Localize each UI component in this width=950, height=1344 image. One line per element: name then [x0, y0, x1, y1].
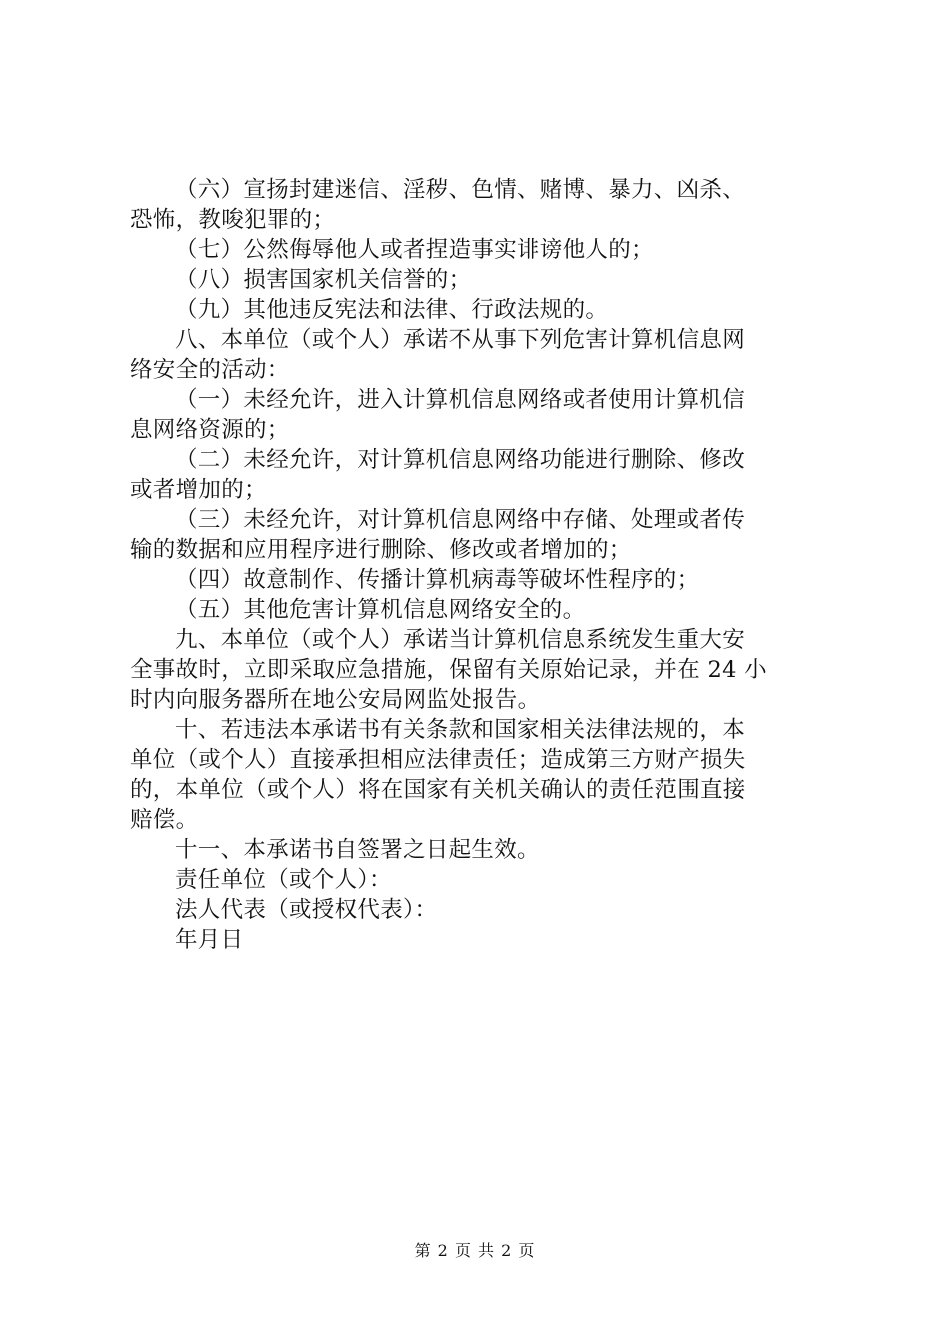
text-line: 络安全的活动： [130, 357, 290, 383]
text-line: （九）其他违反宪法和法律、行政法规的。 [175, 297, 609, 323]
text-line: （七）公然侮辱他人或者捏造事实诽谤他人的； [175, 237, 654, 263]
text-line: 赔偿。 [130, 807, 199, 833]
text-line: 十、若违法本承诺书有关条款和国家相关法律法规的，本 [175, 717, 746, 743]
text-line: 九、本单位（或个人）承诺当计算机信息系统发生重大安 [175, 627, 746, 653]
text-line: 年月日 [175, 927, 244, 953]
text-line: （二）未经允许，对计算机信息网络功能进行删除、修改 [175, 447, 746, 473]
text-line: 或者增加的； [130, 477, 267, 503]
text-line: 输的数据和应用程序进行删除、修改或者增加的； [130, 537, 632, 563]
page-footer: 第 2 页 共 2 页 [414, 1241, 536, 1260]
text-line: 时内向服务器所在地公安局网监处报告。 [130, 687, 541, 713]
text-line: 息网络资源的； [130, 417, 290, 443]
text-line: 八、本单位（或个人）承诺不从事下列危害计算机信息网 [175, 327, 746, 353]
text-line: 恐怖，教唆犯罪的； [130, 207, 336, 233]
text-line: 法人代表（或授权代表）： [175, 897, 438, 923]
text-line: （六）宣扬封建迷信、淫秽、色情、赌博、暴力、凶杀、 [175, 177, 746, 203]
text-line: 十一、本承诺书自签署之日起生效。 [175, 837, 540, 863]
document-body [130, 175, 830, 955]
text-line: 责任单位（或个人）： [175, 867, 392, 893]
text-line: （八）损害国家机关信誉的； [175, 267, 472, 293]
text-line: （一）未经允许，进入计算机信息网络或者使用计算机信 [175, 387, 746, 413]
text-line: （三）未经允许，对计算机信息网络中存储、处理或者传 [175, 507, 746, 533]
text-line: （四）故意制作、传播计算机病毒等破坏性程序的； [175, 567, 700, 593]
text-line: 单位（或个人）直接承担相应法律责任；造成第三方财产损失 [130, 747, 746, 773]
text-line: 的，本单位（或个人）将在国家有关机关确认的责任范围直接 [130, 777, 746, 803]
text-line: （五）其他危害计算机信息网络安全的。 [175, 597, 586, 623]
text-line: 全事故时，立即采取应急措施，保留有关原始记录，并在 24 小 [130, 657, 767, 683]
